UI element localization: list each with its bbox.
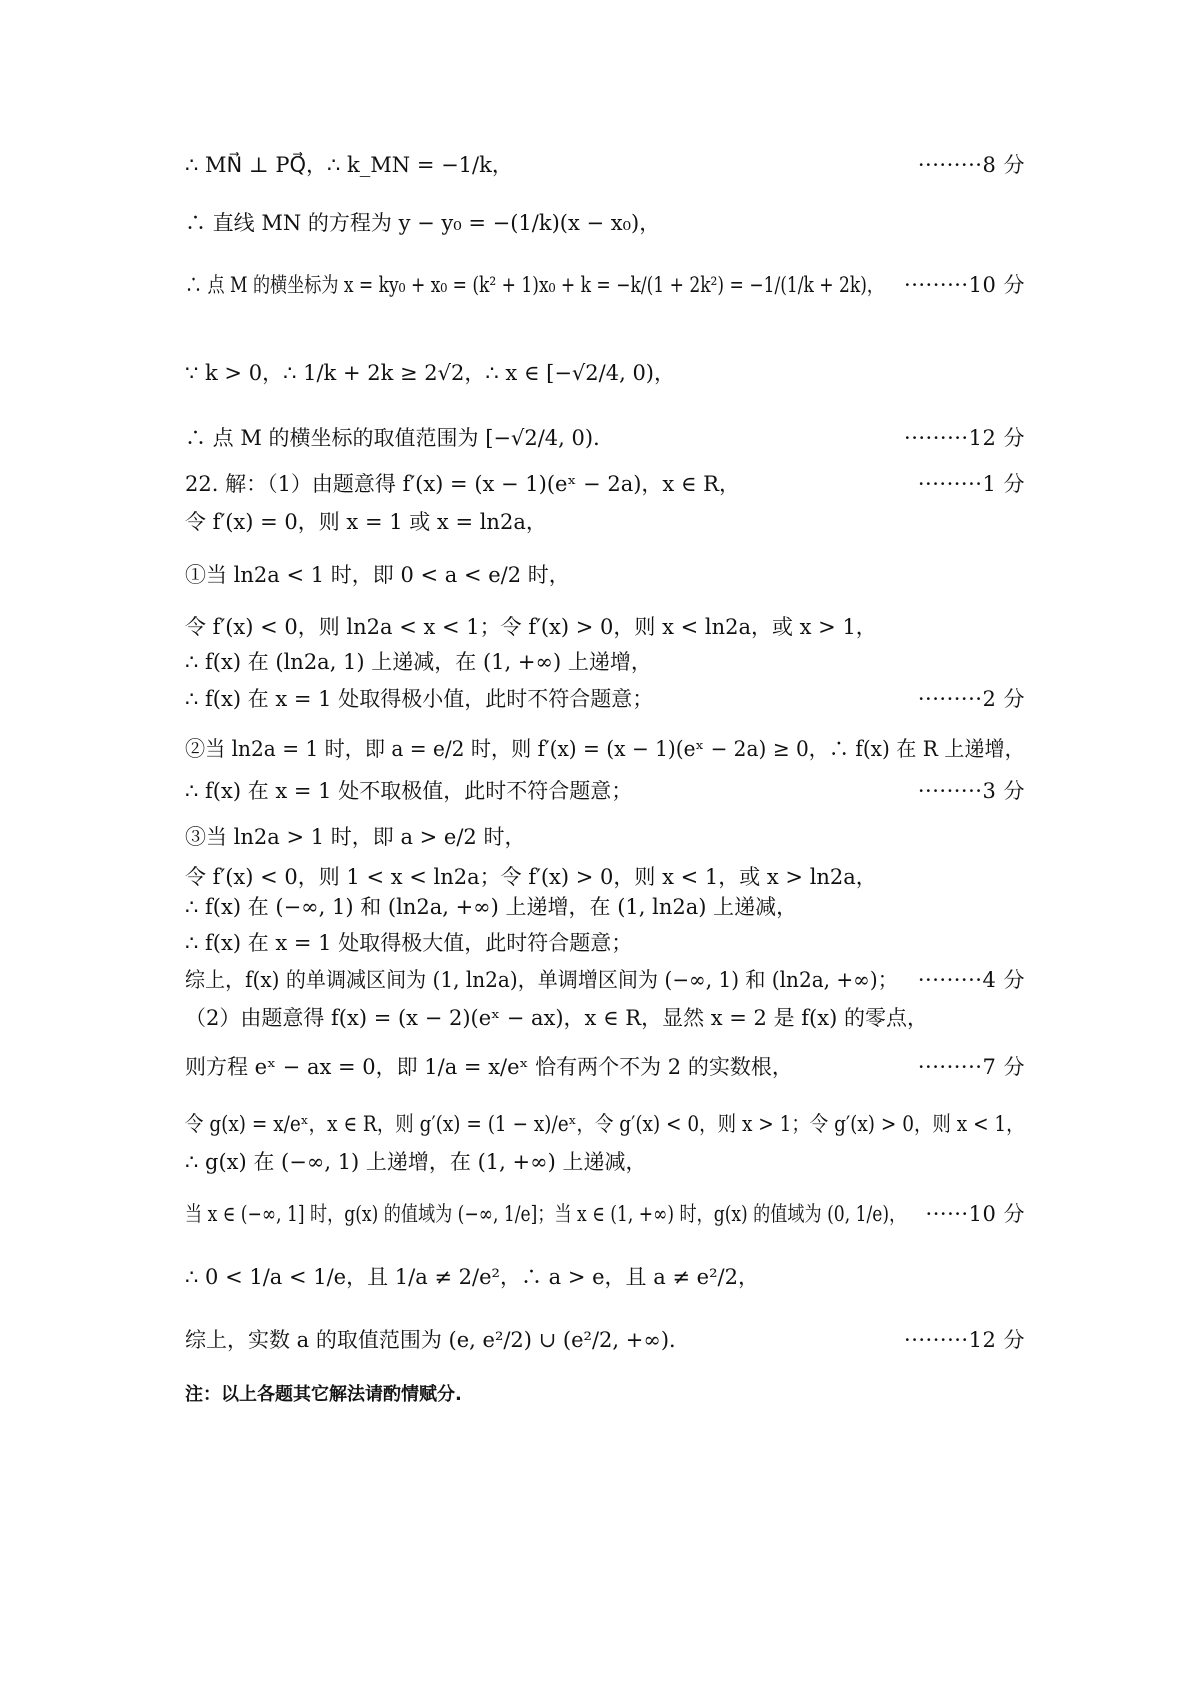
line-text: （2）由题意得 f(x) = (x − 2)(eˣ − ax)，x ∈ R，显然 x = 2 是 f(x) 的零点，	[185, 1006, 928, 1030]
line-text: 综上，实数 a 的取值范围为 (e, e²/2) ∪ (e²/2, +∞)．	[185, 1328, 691, 1352]
line-text: 综上，f(x) 的单调减区间为 (1, ln2a)，单调增区间为 (−∞, 1) 和 (ln2a, +∞)；	[185, 968, 898, 992]
score-mark: ·········10 分	[904, 273, 1025, 297]
solution-line	[185, 652, 1025, 673]
score-mark: ·········3 分	[917, 779, 1025, 803]
line-text: 令 f′(x) < 0，则 1 < x < ln2a；令 f′(x) > 0，则 x < 1，或 x > ln2a，	[185, 865, 877, 889]
line-text: 当 x ∈ (−∞, 1] 时，g(x) 的值域为 (−∞, 1/e]；当 x ∈ (1, +∞) 时，g(x) 的值域为 (0, 1/e)，	[185, 1202, 907, 1226]
line-text: 令 f′(x) = 0，则 x = 1 或 x = ln2a，	[185, 510, 547, 534]
solution-line	[185, 739, 1025, 760]
line-text: ③当 ln2a > 1 时，即 a > e/2 时，	[185, 825, 526, 849]
solution-line	[185, 1008, 1025, 1029]
line-text: ∴ MN⃗ ⊥ PQ⃗，∴ k_MN = −1/k，	[185, 153, 513, 177]
line-text: ②当 ln2a = 1 时，即 a = e/2 时，则 f′(x) = (x − 1)(eˣ − 2a) ≥ 0，∴ f(x) 在 R 上递增，	[185, 737, 1025, 761]
solution-line	[185, 512, 1025, 533]
line-text: 22. 解：（1）由题意得 f′(x) = (x − 1)(eˣ − 2a)，x ∈ R，	[185, 472, 740, 496]
line-text: ∴ 点 M 的横坐标的取值范围为 [−√2/4, 0)．	[185, 426, 615, 450]
solution-line	[185, 827, 1025, 848]
line-text: ∴ 0 < 1/a < 1/e，且 1/a ≠ 2/e²，∴ a > e，且 a ≠ e²/2，	[185, 1265, 759, 1289]
line-text: ①当 ln2a < 1 时，即 0 < a < e/2 时，	[185, 563, 570, 587]
line-text: ∴ 点 M 的横坐标为 x = ky₀ + x₀ = (k² + 1)x₀ + k = −k/(1 + 2k²) = −1/(1/k + 2k)，	[185, 273, 885, 297]
solution-line	[185, 363, 1025, 384]
solution-line	[185, 1330, 1025, 1351]
score-mark: ······10 分	[925, 1202, 1025, 1226]
solution-line	[185, 1057, 1025, 1078]
solution-line	[185, 781, 1025, 802]
score-mark: ·········12 分	[904, 426, 1025, 450]
solution-line	[185, 428, 1025, 449]
line-text: ∵ k > 0，∴ 1/k + 2k ≥ 2√2，∴ x ∈ [−√2/4, 0)，	[185, 361, 675, 385]
solution-line	[185, 897, 1025, 918]
line-text: ∴ f(x) 在 x = 1 处不取极值，此时不符合题意；	[185, 779, 633, 803]
score-mark: ·········4 分	[917, 968, 1025, 992]
line-text: 则方程 eˣ − ax = 0，即 1/a = x/eˣ 恰有两个不为 2 的实数根，	[185, 1055, 793, 1079]
score-mark: ·········2 分	[917, 687, 1025, 711]
solution-line	[185, 617, 1025, 638]
solution-line	[185, 867, 1025, 888]
solution-line	[185, 565, 1025, 586]
score-mark: ·········8 分	[917, 153, 1025, 177]
solution-line	[185, 474, 1025, 495]
solution-line	[185, 1152, 1025, 1173]
score-mark: ·········12 分	[904, 1328, 1025, 1352]
solution-line	[185, 970, 1025, 991]
line-text: ∴ f(x) 在 x = 1 处取得极小值，此时不符合题意；	[185, 687, 654, 711]
solution-line	[185, 1267, 1025, 1288]
line-text: ∴ f(x) 在 (ln2a, 1) 上递减，在 (1, +∞) 上递增，	[185, 650, 652, 674]
solution-line	[185, 689, 1025, 710]
line-text: ∴ 直线 MN 的方程为 y − y₀ = −(1/k)(x − x₀)，	[185, 211, 661, 235]
solution-line	[185, 155, 1025, 176]
line-text: ∴ f(x) 在 x = 1 处取得极大值，此时符合题意；	[185, 931, 633, 955]
solution-line	[185, 213, 1025, 234]
line-text: ∴ f(x) 在 (−∞, 1) 和 (ln2a, +∞) 上递增，在 (1, ln2a) 上递减，	[185, 895, 798, 919]
line-text: 令 f′(x) < 0，则 ln2a < x < 1；令 f′(x) > 0，则 x < ln2a，或 x > 1，	[185, 615, 877, 639]
solution-line	[185, 1114, 1025, 1135]
line-text: ∴ g(x) 在 (−∞, 1) 上递增，在 (1, +∞) 上递减，	[185, 1150, 647, 1174]
grading-note: 注：以上各题其它解法请酌情赋分.	[185, 1384, 462, 1405]
solution-line	[185, 275, 1025, 296]
score-mark: ·········1 分	[917, 472, 1025, 496]
line-text: 令 g(x) = x/eˣ，x ∈ R，则 g′(x) = (1 − x)/eˣ，令 g′(x) < 0，则 x > 1；令 g′(x) > 0，则 x < 1，	[185, 1112, 1025, 1136]
solution-line	[185, 1204, 1025, 1225]
score-mark: ·········7 分	[917, 1055, 1025, 1079]
solution-line	[185, 933, 1025, 954]
